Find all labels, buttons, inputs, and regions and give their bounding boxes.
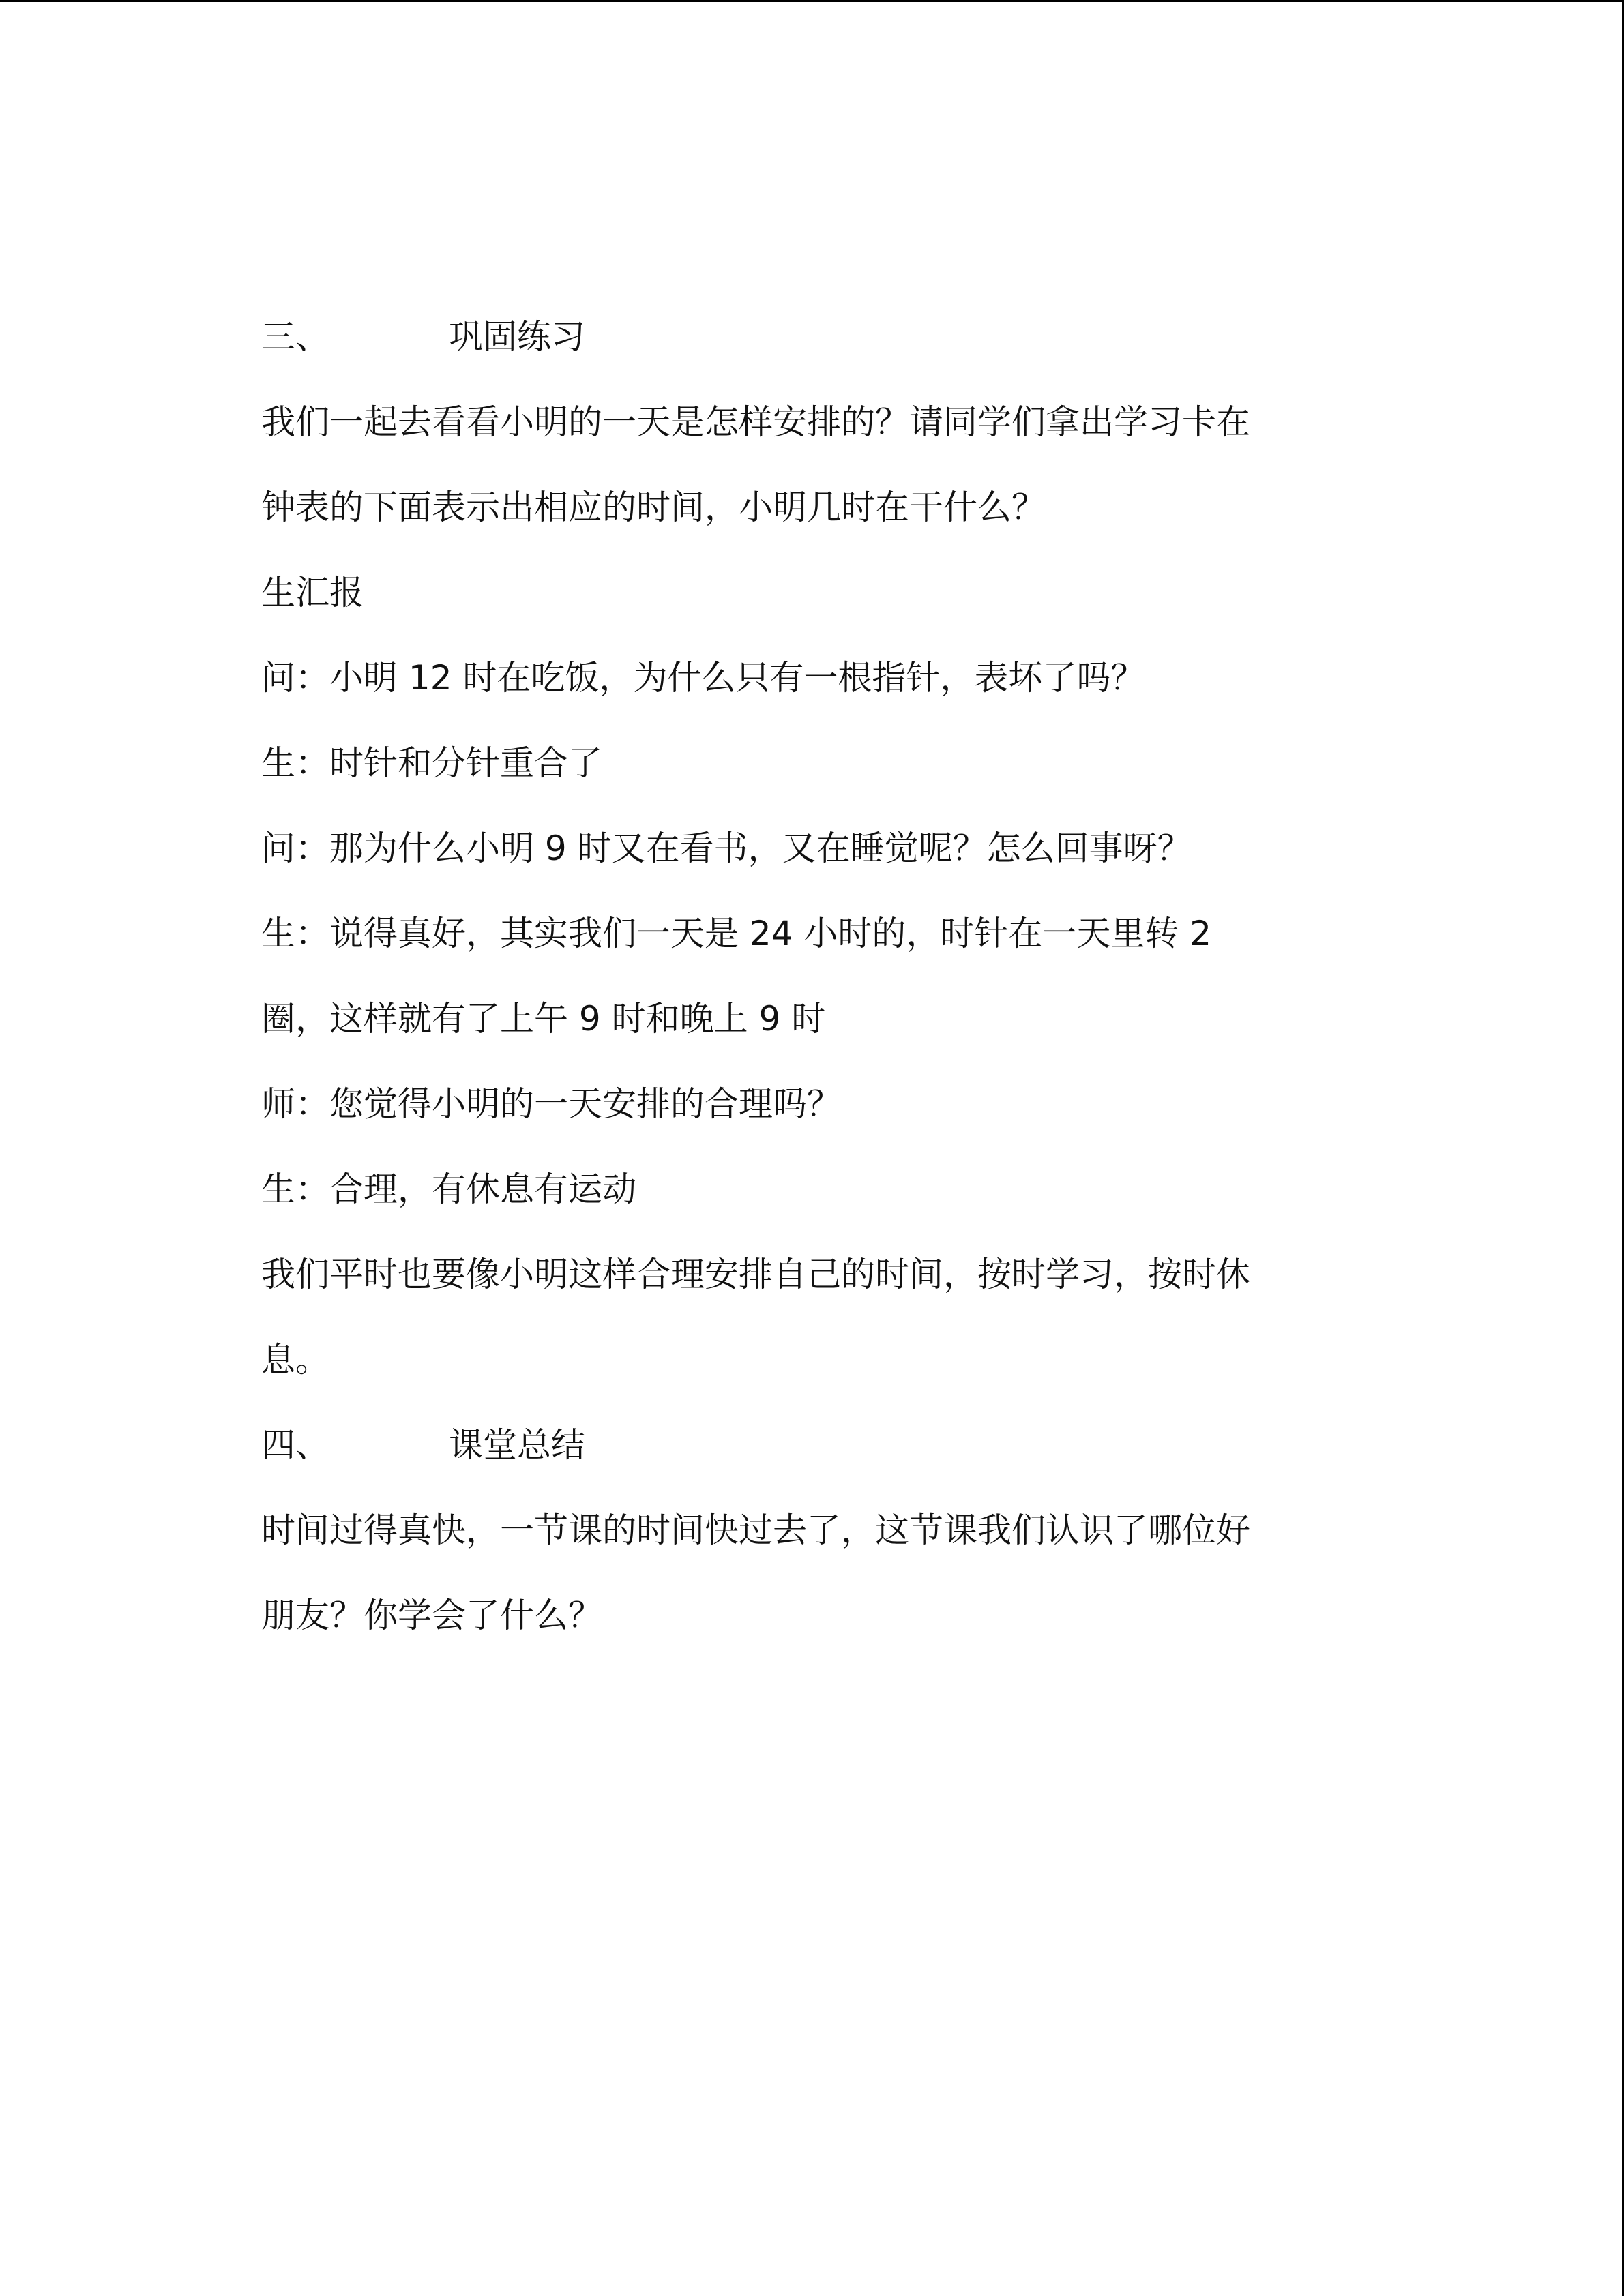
document-body	[261, 295, 1387, 1658]
section-heading-3	[261, 295, 1387, 380]
section-title: 巩固练习	[449, 317, 585, 357]
paragraph-line: 生：时针和分针重合了	[261, 743, 602, 783]
paragraph-line: 问：那为什么小明 9 时又在看书，又在睡觉呢？怎么回事呀？	[261, 829, 1192, 868]
section-number: 三、	[261, 317, 329, 357]
section-title: 课堂总结	[449, 1425, 585, 1465]
paragraph-line: 钟表的下面表示出相应的时间，小明几时在干什么？	[261, 488, 1046, 527]
paragraph-line: 时间过得真快，一节课的时间快过去了，这节课我们认识了哪位好	[261, 1510, 1250, 1550]
paragraph-line: 生：合理，有休息有运动	[261, 1169, 636, 1209]
paragraph-line: 生汇报	[261, 573, 364, 612]
paragraph-line: 问：小明 12 时在吃饭，为什么只有一根指针，表坏了吗？	[261, 658, 1145, 698]
section-heading-4	[261, 1403, 1387, 1488]
paragraph-line: 生：说得真好，其实我们一天是 24 小时的，时针在一天里转 2	[261, 914, 1212, 953]
paragraph-line: 我们一起去看看小明的一天是怎样安排的？请同学们拿出学习卡在	[261, 402, 1250, 442]
section-number: 四、	[261, 1425, 329, 1465]
paragraph-line: 朋友？你学会了什么？	[261, 1596, 602, 1635]
paragraph-line: 息。	[261, 1340, 329, 1380]
paragraph-line: 师：您觉得小明的一天安排的合理吗？	[261, 1084, 841, 1124]
page-border-top	[0, 0, 1624, 2]
paragraph-line: 圈，这样就有了上午 9 时和晚上 9 时	[261, 999, 826, 1039]
paragraph-line: 我们平时也要像小明这样合理安排自己的时间，按时学习，按时休	[261, 1255, 1250, 1294]
